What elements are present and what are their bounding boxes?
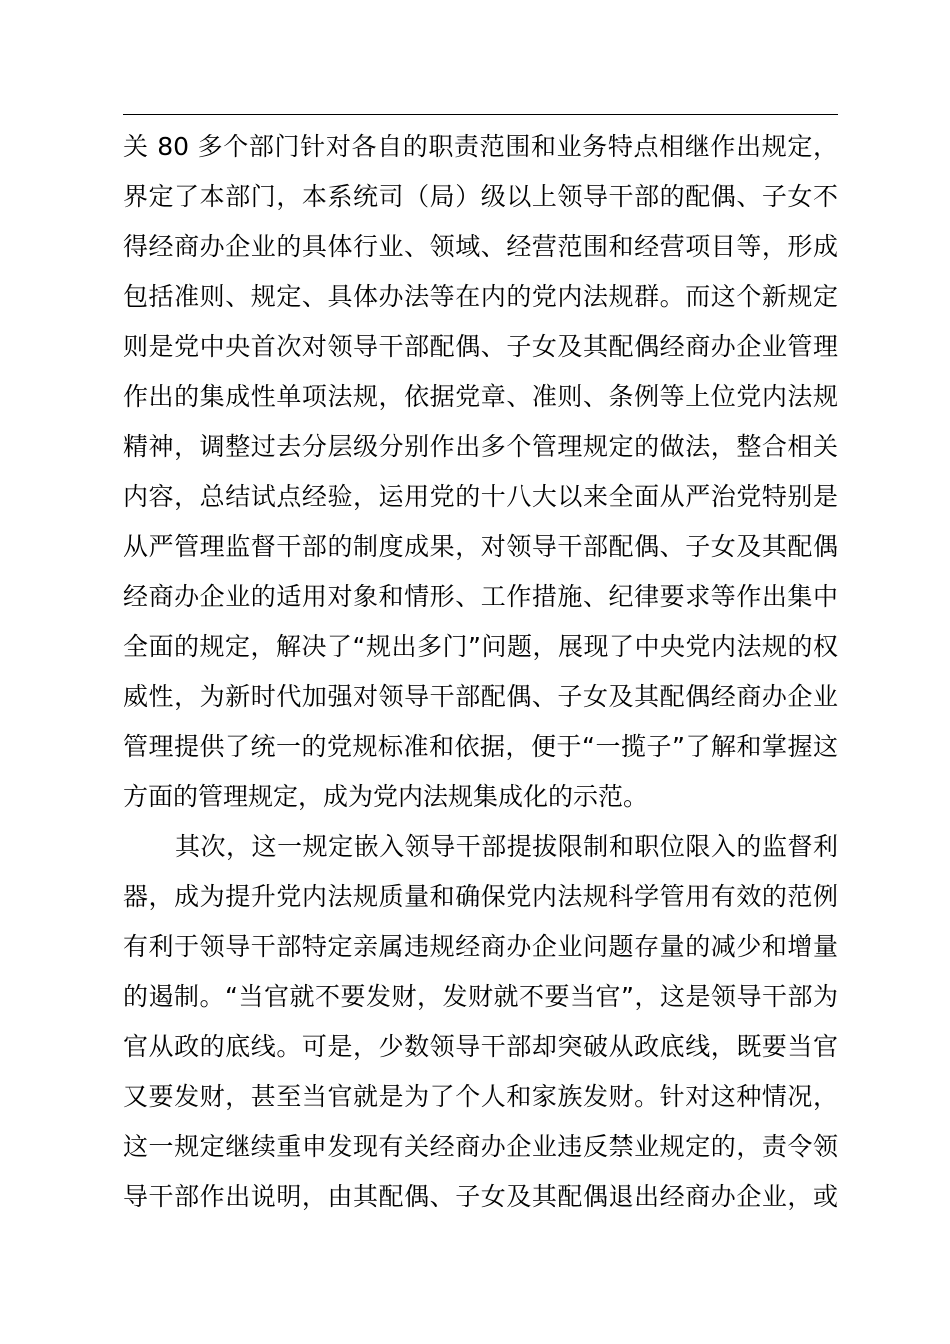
text-line: 从严管理监督干部的制度成果，对领导干部配偶、子女及其配偶 — [123, 532, 838, 561]
paragraph-1 — [123, 122, 838, 822]
text-line: 有利于领导干部特定亲属违规经商办企业问题存量的减少和增量 — [123, 932, 838, 961]
text-line: 关 80 多个部门针对各自的职责范围和业务特点相继作出规定， — [123, 132, 838, 161]
text-line: 器，成为提升党内法规质量和确保党内法规科学管用有效的范例 — [123, 882, 838, 911]
text-line: 界定了本部门，本系统司（局）级以上领导干部的配偶、子女不 — [123, 182, 838, 211]
text-line: 威性，为新时代加强对领导干部配偶、子女及其配偶经商办企业 — [123, 682, 838, 711]
text-line: 作出的集成性单项法规，依据党章、准则、条例等上位党内法规 — [123, 382, 838, 411]
text-line: 官从政的底线。可是，少数领导干部却突破从政底线，既要当官 — [123, 1032, 838, 1061]
text-line: 其次，这一规定嵌入领导干部提拔限制和职位限入的监督利 — [175, 832, 838, 861]
text-line: 内容，总结试点经验，运用党的十八大以来全面从严治党特别是 — [123, 482, 838, 511]
text-line: 又要发财，甚至当官就是为了个人和家族发财。针对这种情况， — [123, 1082, 838, 1111]
text-line: 这一规定继续重申发现有关经商办企业违反禁业规定的，责令领 — [123, 1132, 838, 1161]
text-line: 则是党中央首次对领导干部配偶、子女及其配偶经商办企业管理 — [123, 332, 838, 361]
text-line: 包括准则、规定、具体办法等在内的党内法规群。而这个新规定 — [123, 282, 838, 311]
text-line: 经商办企业的适用对象和情形、工作措施、纪律要求等作出集中 — [123, 582, 838, 611]
text-line: 精神，调整过去分层级分别作出多个管理规定的做法，整合相关 — [123, 432, 838, 461]
text-line: 得经商办企业的具体行业、领域、经营范围和经营项目等，形成 — [123, 232, 838, 261]
text-line: 的遏制。“当官就不要发财，发财就不要当官”，这是领导干部为 — [123, 982, 838, 1011]
text-line: 管理提供了统一的党规标准和依据，便于“一揽子”了解和掌握这 — [123, 732, 838, 761]
paragraph-2 — [123, 822, 838, 1222]
header-rule — [123, 114, 838, 115]
text-line: 导干部作出说明，由其配偶、子女及其配偶退出经商办企业，或 — [123, 1182, 838, 1211]
text-line: 全面的规定，解决了“规出多门”问题，展现了中央党内法规的权 — [123, 632, 838, 661]
text-line: 方面的管理规定，成为党内法规集成化的示范。 — [123, 782, 649, 811]
document-body — [123, 122, 838, 1222]
